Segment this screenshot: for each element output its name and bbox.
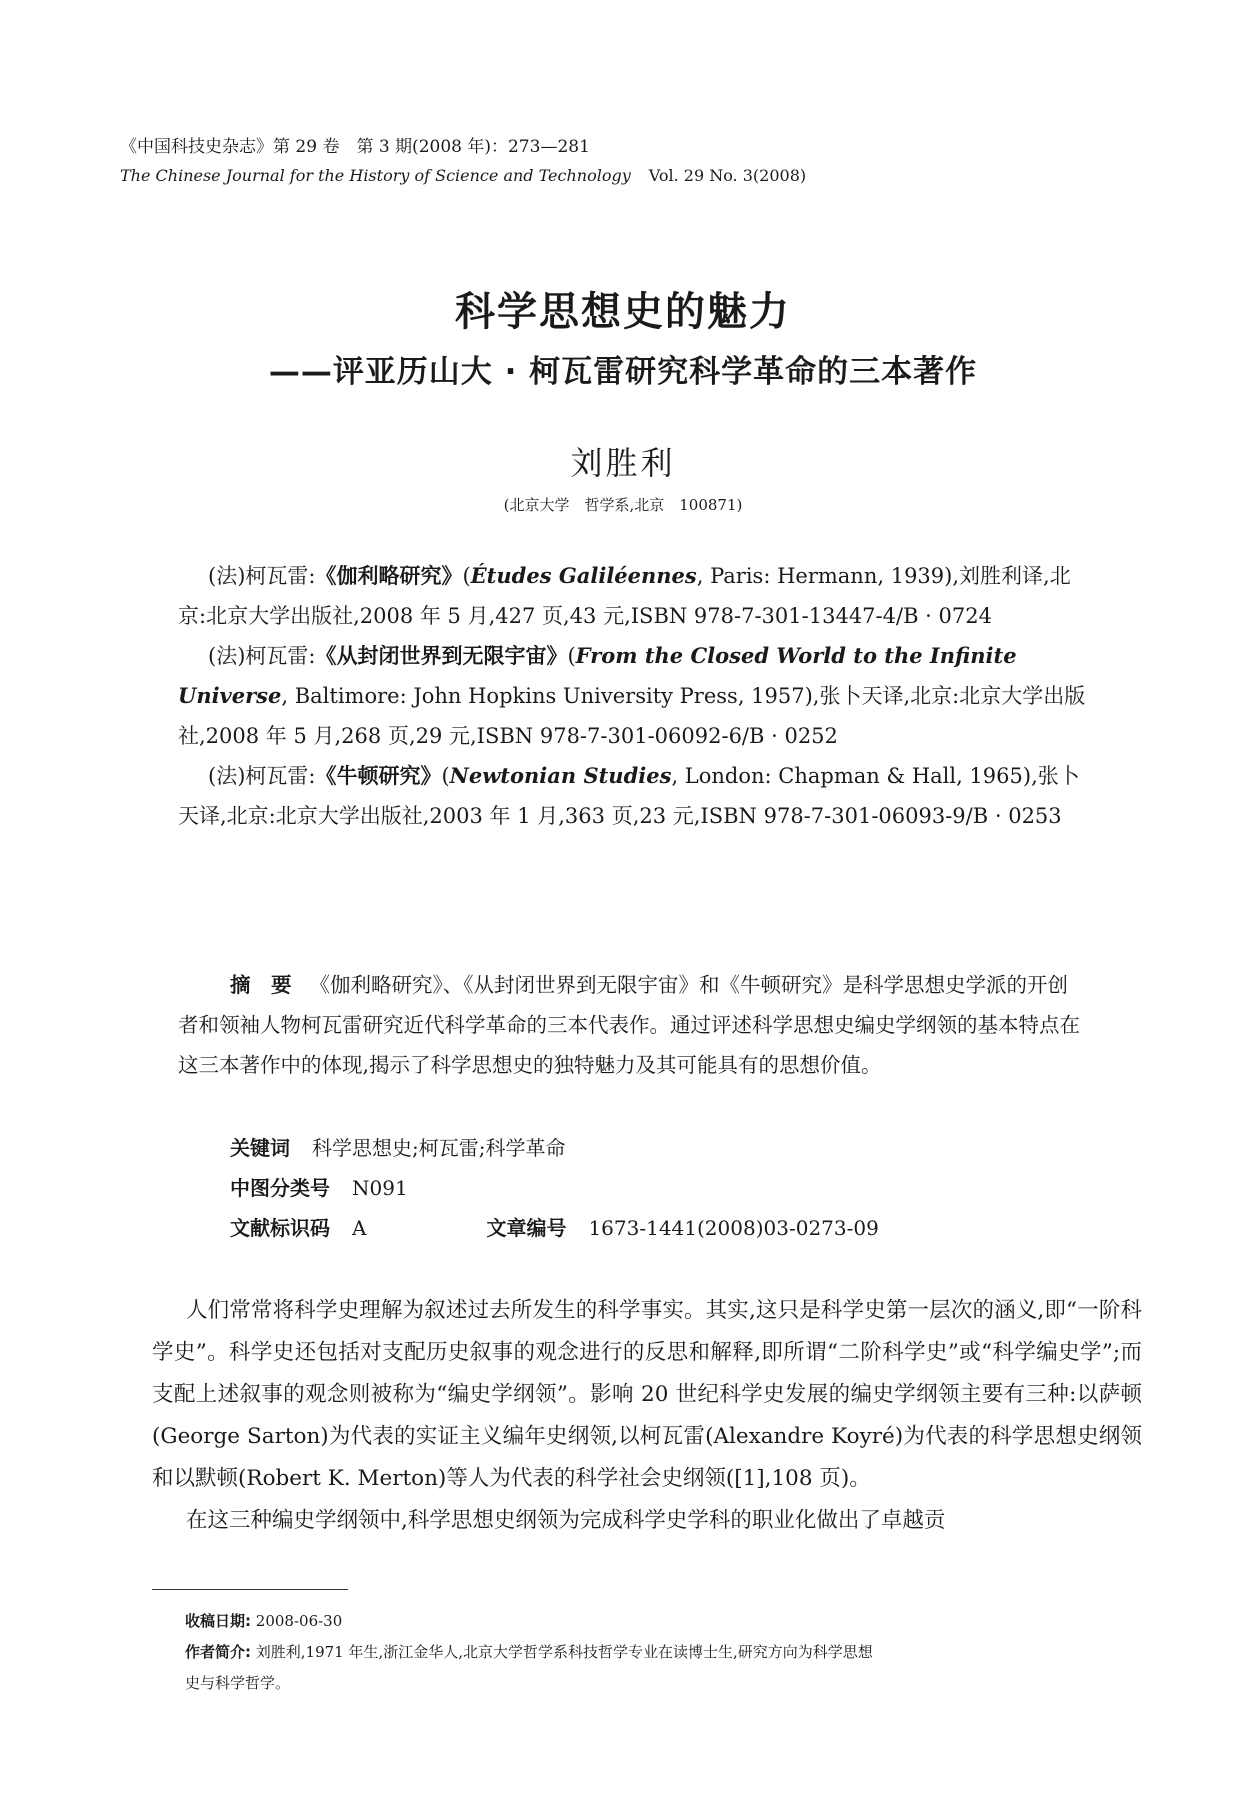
- paren: (: [567, 644, 576, 668]
- clc-label: 中图分类号: [230, 1176, 330, 1200]
- article-no-label: 文章编号: [486, 1216, 567, 1240]
- bio-continuation: 史与科学哲学。: [185, 1674, 291, 1692]
- book-entry: [178, 556, 1088, 636]
- book-author: (法)柯瓦雷:: [208, 764, 316, 788]
- body-text: [152, 1290, 1142, 1542]
- book-title-en: From the Closed World to the Infinite Universe: [178, 643, 1017, 708]
- book-author: (法)柯瓦雷:: [208, 644, 316, 668]
- author-name: 刘胜利: [570, 444, 676, 482]
- reviewed-books: [178, 556, 1088, 836]
- doc-code-value: A: [352, 1216, 367, 1240]
- bio-text: 刘胜利,1971 年生,浙江金华人,北京大学哲学系科技哲学专业在读博士生,研究方向为科学思想: [255, 1643, 873, 1661]
- book-details: , Paris: Hermann, 1939),刘胜利译,北京:北京大学出版社,2008 年 5 月,427 页,43 元,ISBN 978-7-301-13447-4/B · 0724: [178, 564, 1071, 628]
- abstract: [178, 965, 1083, 1085]
- paren: (: [441, 764, 450, 788]
- book-title-en: Newtonian Studies: [449, 763, 672, 788]
- book-title-cn: 《从封闭世界到无限宇宙》: [315, 643, 568, 668]
- book-details: , London: Chapman & Hall, 1965),张卜天译,北京:北京大学出版社,2003 年 1 月,363 页,23 元,ISBN 978-7-301-06093-9/B · 0253: [178, 764, 1080, 828]
- article-no-value: 1673-1441(2008)03-0273-09: [588, 1216, 879, 1240]
- book-entry: [178, 636, 1088, 756]
- abstract-paragraph: [178, 965, 1083, 1085]
- keywords-value: 科学思想史;柯瓦雷;科学革命: [312, 1136, 566, 1160]
- clc-row: [230, 1168, 1090, 1208]
- clc-value: N091: [352, 1176, 408, 1200]
- book-title-cn: 《伽利略研究》: [315, 563, 463, 588]
- bio-label: 作者简介:: [185, 1643, 251, 1661]
- journal-name-en: The Chinese Journal for the History of Science and Technology: [120, 166, 631, 185]
- abstract-label: 摘 要: [230, 973, 292, 997]
- book-details: , Baltimore: John Hopkins University Press, 1957),张卜天译,北京:北京大学出版社,2008 年 5 月,268 页,29 元,ISBN 978-7-301-06092-6/B · 0252: [178, 684, 1086, 748]
- book-author: (法)柯瓦雷:: [208, 564, 316, 588]
- body-paragraph: 人们常常将科学史理解为叙述过去所发生的科学事实。其实,这只是科学史第一层次的涵义,即“一阶科学史”。科学史还包括对支配历史叙事的观念进行的反思和解释,即所谓“二阶科学史”或“科学编史学”;而支配上述叙事的观念则被称为“编史学纲领”。影响 20 世纪科学史发展的编史学纲领主要有三种:以萨顿(George Sarton)为代表的实证主义编年史纲领,以柯瓦雷(Alexandre Koyré)为代表的科学思想史纲领和以默顿(Robert K. Merton)等人为代表的科学社会史纲领([1],108 页)。: [152, 1298, 1142, 1491]
- keywords-row: [230, 1128, 1090, 1168]
- book-title-en: Études Galiléennes: [470, 563, 697, 588]
- keywords-label: 关键词: [230, 1136, 290, 1160]
- received-date: 2008-06-30: [255, 1612, 343, 1630]
- author-affiliation: (北京大学 哲学系,北京 100871): [503, 496, 743, 514]
- abstract-text: 《伽利略研究》、《从封闭世界到无限宇宙》和《牛顿研究》是科学思想史学派的开创者和领袖人物柯瓦雷研究近代科学革命的三本代表作。通过评述科学思想史编史学纲领的基本特点在这三本著作中的体现,揭示了科学思想史的独特魅力及其可能具有的思想价值。: [178, 973, 1080, 1077]
- journal-header-cn: 《中国科技史杂志》第 29 卷 第 3 期(2008 年)：273—281: [120, 137, 590, 157]
- article-title: 科学思想史的魅力: [455, 289, 791, 335]
- volume-info: Vol. 29 No. 3(2008): [648, 166, 807, 185]
- doc-code-row: [230, 1208, 1090, 1248]
- received-label: 收稿日期:: [185, 1612, 251, 1630]
- received-row: [185, 1606, 1140, 1637]
- footnotes: [185, 1606, 1140, 1699]
- body-paragraph: 在这三种编史学纲领中,科学思想史纲领为完成科学史学科的职业化做出了卓越贡: [186, 1508, 946, 1533]
- article-meta: [230, 1128, 1090, 1248]
- book-title-cn: 《牛顿研究》: [315, 763, 442, 788]
- paren: (: [462, 564, 471, 588]
- article-subtitle: ——评亚历山大 · 柯瓦雷研究科学革命的三本著作: [268, 354, 978, 390]
- doc-code-label: 文献标识码: [230, 1216, 330, 1240]
- journal-header-en: [120, 166, 806, 185]
- book-entry: [178, 756, 1088, 836]
- bio-row: [185, 1637, 1140, 1668]
- footnote-divider: [152, 1589, 348, 1590]
